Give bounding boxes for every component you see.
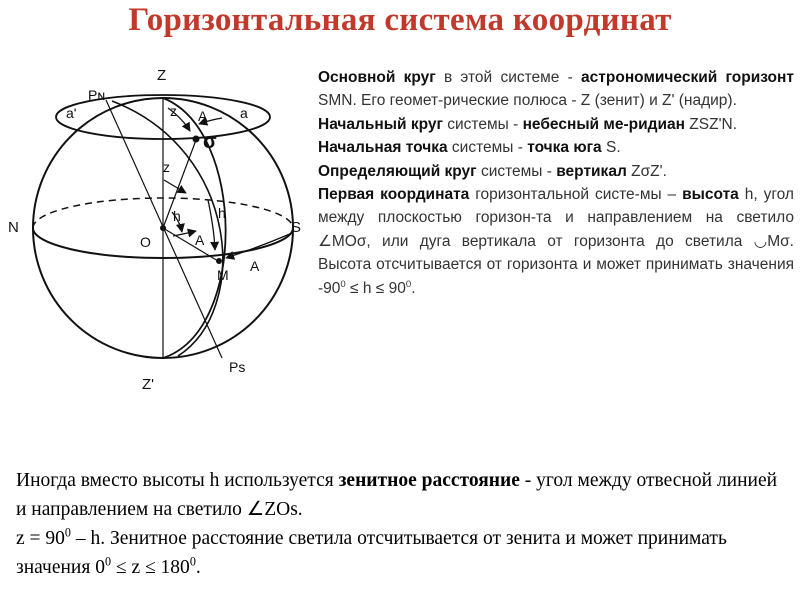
label-h-inner: h — [173, 208, 181, 224]
text-span: . — [195, 557, 201, 578]
text-span: SMN. Его геомет-рические полюса - Z (зенит) и Z' (надир). — [318, 92, 737, 110]
text-span: ZσZ'. — [626, 162, 667, 180]
label-O: O — [140, 234, 151, 250]
term-zenith-distance: зенитное расстояние — [338, 470, 520, 491]
text-span: – h. Зенитное расстояние светила отсчитывается от зенита и может принимать значения 0 — [16, 528, 727, 578]
text-span: - угол между отвесной линией и направлением на светило ∠ZOs. — [16, 470, 778, 520]
term-vertical: вертикал — [556, 162, 627, 180]
text-span: системы - — [476, 162, 557, 180]
celestial-sphere-diagram — [0, 50, 320, 460]
label-z-mid: z — [163, 159, 170, 175]
paragraph-initial-circle — [318, 113, 794, 136]
term-initial-point: Начальная точка — [318, 139, 448, 157]
term-defining-circle: Определяющий круг — [318, 162, 477, 180]
superscript-degree: 0 — [64, 525, 71, 540]
superscript-degree: 0 — [405, 278, 412, 290]
superscript-degree: 0 — [189, 554, 196, 569]
label-Z-prime: Z' — [142, 376, 155, 393]
label-sigma: σ — [203, 131, 217, 153]
arrow-A-outer — [226, 233, 292, 258]
paragraph-zenith-formula — [16, 524, 792, 582]
text-span: ZSZ'N. — [684, 115, 738, 133]
arrow-z-mid — [164, 180, 186, 193]
label-PN: Pɴ — [88, 87, 106, 103]
label-A-inner: A — [195, 232, 205, 248]
paragraph-defining-circle — [318, 160, 794, 183]
text-span: ≤ h ≤ 90 — [345, 279, 406, 297]
paragraph-initial-point — [318, 136, 794, 159]
point-O — [160, 225, 166, 231]
label-a: a — [240, 105, 248, 121]
label-a-prime: a' — [66, 105, 77, 121]
label-N: N — [8, 219, 19, 236]
paragraph-zenith-distance — [16, 466, 792, 524]
term-horizon: астрономический горизонт — [581, 69, 794, 86]
label-z-upper: z — [170, 103, 177, 119]
definitions-text — [318, 66, 794, 300]
term-first-coordinate: Первая координата — [318, 186, 470, 204]
text-span: h, угол между плоскостью горизон-та и направлением на светило ∠MOσ, или дуга вертикала от горизонта до светила ◡Mσ. Высота отсчитывается от горизонта и может принимать значения -90 — [318, 186, 794, 297]
label-A-outer: A — [250, 258, 260, 274]
text-span: Иногда вместо высоты h используется — [16, 470, 339, 491]
point-sigma — [193, 136, 200, 143]
label-h-outer: h — [218, 205, 226, 221]
label-Z: Z — [157, 67, 167, 84]
point-M — [216, 258, 222, 264]
page-title: Горизонтальная система координат — [128, 2, 672, 38]
label-M: M — [217, 267, 229, 283]
arrow-A-inner — [173, 231, 196, 236]
text-span: ≤ z ≤ 180 — [111, 557, 190, 578]
term-initial-circle: Начальный круг — [318, 115, 443, 133]
label-A-upper: A — [198, 108, 208, 124]
text-span: S. — [601, 139, 621, 157]
superscript-degree: 0 — [340, 278, 346, 290]
term-south-point: точка юга — [527, 139, 602, 157]
term-altitude: высота — [682, 186, 739, 204]
superscript-degree: 0 — [104, 554, 111, 569]
text-span: системы - — [447, 139, 528, 157]
text-span: системы - — [442, 115, 523, 133]
text-span: в этой системе - — [435, 69, 582, 86]
text-span: z = 90 — [16, 528, 65, 549]
label-S: S — [291, 219, 302, 236]
paragraph-first-coordinate — [318, 183, 794, 300]
paragraph-main-circle — [318, 66, 794, 113]
label-Ps: Ps — [229, 359, 246, 375]
zenith-distance-text — [16, 466, 792, 582]
text-span: . — [411, 279, 416, 297]
term-main-circle: Основной круг — [318, 69, 436, 86]
text-span: горизонтальной систе-мы – — [469, 186, 683, 204]
term-meridian: небесный ме-ридиан — [522, 115, 685, 133]
